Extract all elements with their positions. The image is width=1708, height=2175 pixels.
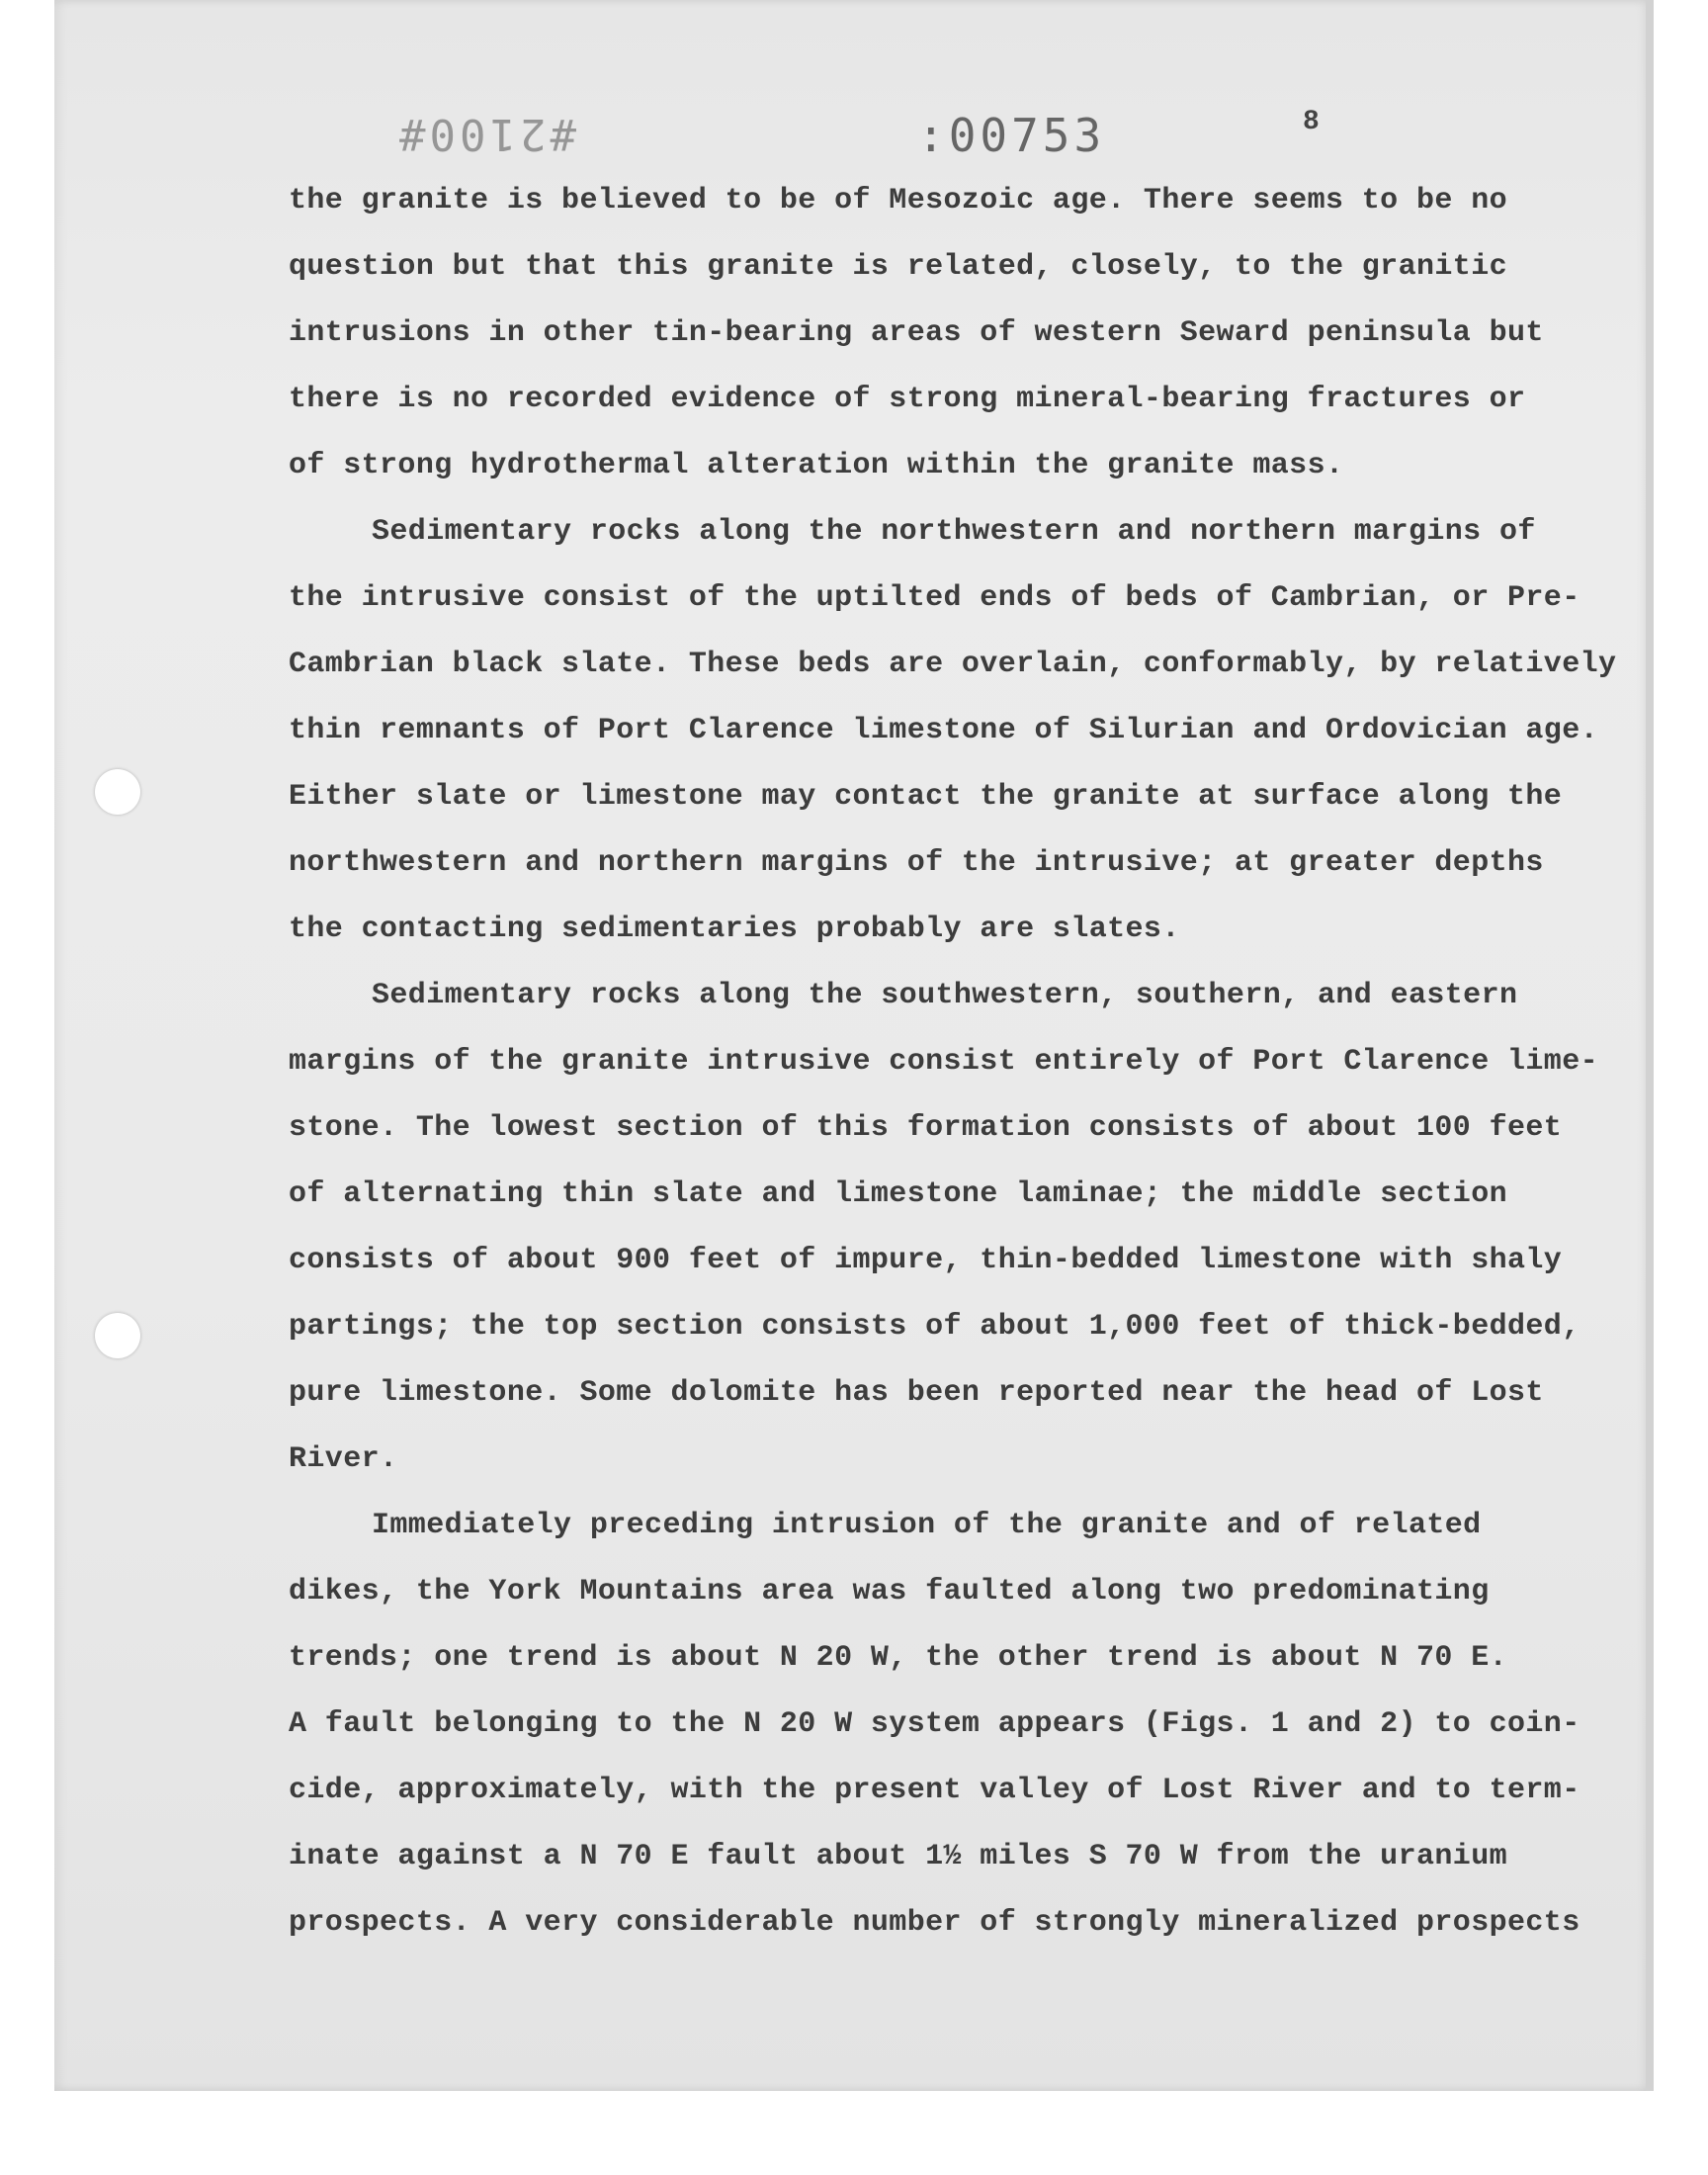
text-line: margins of the granite intrusive consist entirely of Port Clarence lime-	[289, 1045, 1599, 1079]
text-line: intrusions in other tin-bearing areas of western Seward peninsula but	[289, 316, 1544, 350]
text-line: the granite is believed to be of Mesozoic age. There seems to be no	[289, 184, 1507, 218]
text-line: pure limestone. Some dolomite has been reported near the head of Lost	[289, 1376, 1544, 1410]
text-line: of strong hydrothermal alteration within the granite mass.	[289, 449, 1344, 482]
stamp-number-upside-down: #2100#	[395, 109, 576, 159]
text-line: dikes, the York Mountains area was faulted along two predominating	[289, 1575, 1490, 1609]
text-line: trends; one trend is about N 20 W, the other trend is about N 70 E.	[289, 1641, 1507, 1675]
text-line: Immediately preceding intrusion of the granite and of related	[372, 1509, 1482, 1542]
text-line: thin remnants of Port Clarence limestone of Silurian and Ordovician age.	[289, 714, 1599, 747]
text-line: Sedimentary rocks along the southwestern, southern, and eastern	[372, 979, 1518, 1012]
text-line: consists of about 900 feet of impure, thin-bedded limestone with shaly	[289, 1244, 1563, 1277]
sheet-edge	[1646, 0, 1654, 2091]
paragraph-1	[289, 168, 1544, 499]
text-line: prospects. A very considerable number of strongly mineralized prospects	[289, 1906, 1580, 1940]
text-line: A fault belonging to the N 20 W system appears (Figs. 1 and 2) to coin-	[289, 1707, 1580, 1741]
text-line: Sedimentary rocks along the northwestern and northern margins of	[372, 515, 1536, 549]
text-line: Cambrian black slate. These beds are overlain, conformably, by relatively	[289, 648, 1617, 681]
text-line: northwestern and northern margins of the intrusive; at greater depths	[289, 846, 1544, 880]
text-line: the contacting sedimentaries probably are slates.	[289, 913, 1180, 946]
text-line: stone. The lowest section of this formation consists of about 100 feet	[289, 1111, 1563, 1145]
document-body	[289, 168, 1617, 1957]
text-line: partings; the top section consists of about 1,000 feet of thick-bedded,	[289, 1310, 1580, 1344]
text-line: the intrusive consist of the uptilted ends of beds of Cambrian, or Pre-	[289, 581, 1580, 615]
paragraph-2	[289, 499, 1617, 963]
page-number: 8	[1303, 107, 1320, 137]
text-line: Either slate or limestone may contact the granite at surface along the	[289, 780, 1563, 814]
text-line: inate against a N 70 E fault about 1½ miles S 70 W from the uranium	[289, 1840, 1507, 1873]
paragraph-3	[289, 963, 1599, 1493]
punch-hole-bottom	[95, 1313, 140, 1358]
text-line: there is no recorded evidence of strong mineral-bearing fractures or	[289, 383, 1526, 416]
punch-hole-top	[95, 769, 140, 815]
stamp-number: :00753	[917, 109, 1106, 162]
paragraph-4	[289, 1493, 1580, 1957]
text-line: question but that this granite is related, closely, to the granitic	[289, 250, 1507, 284]
text-line: of alternating thin slate and limestone laminae; the middle section	[289, 1177, 1507, 1211]
text-line: River.	[289, 1442, 398, 1476]
text-line: cide, approximately, with the present valley of Lost River and to term-	[289, 1774, 1580, 1807]
